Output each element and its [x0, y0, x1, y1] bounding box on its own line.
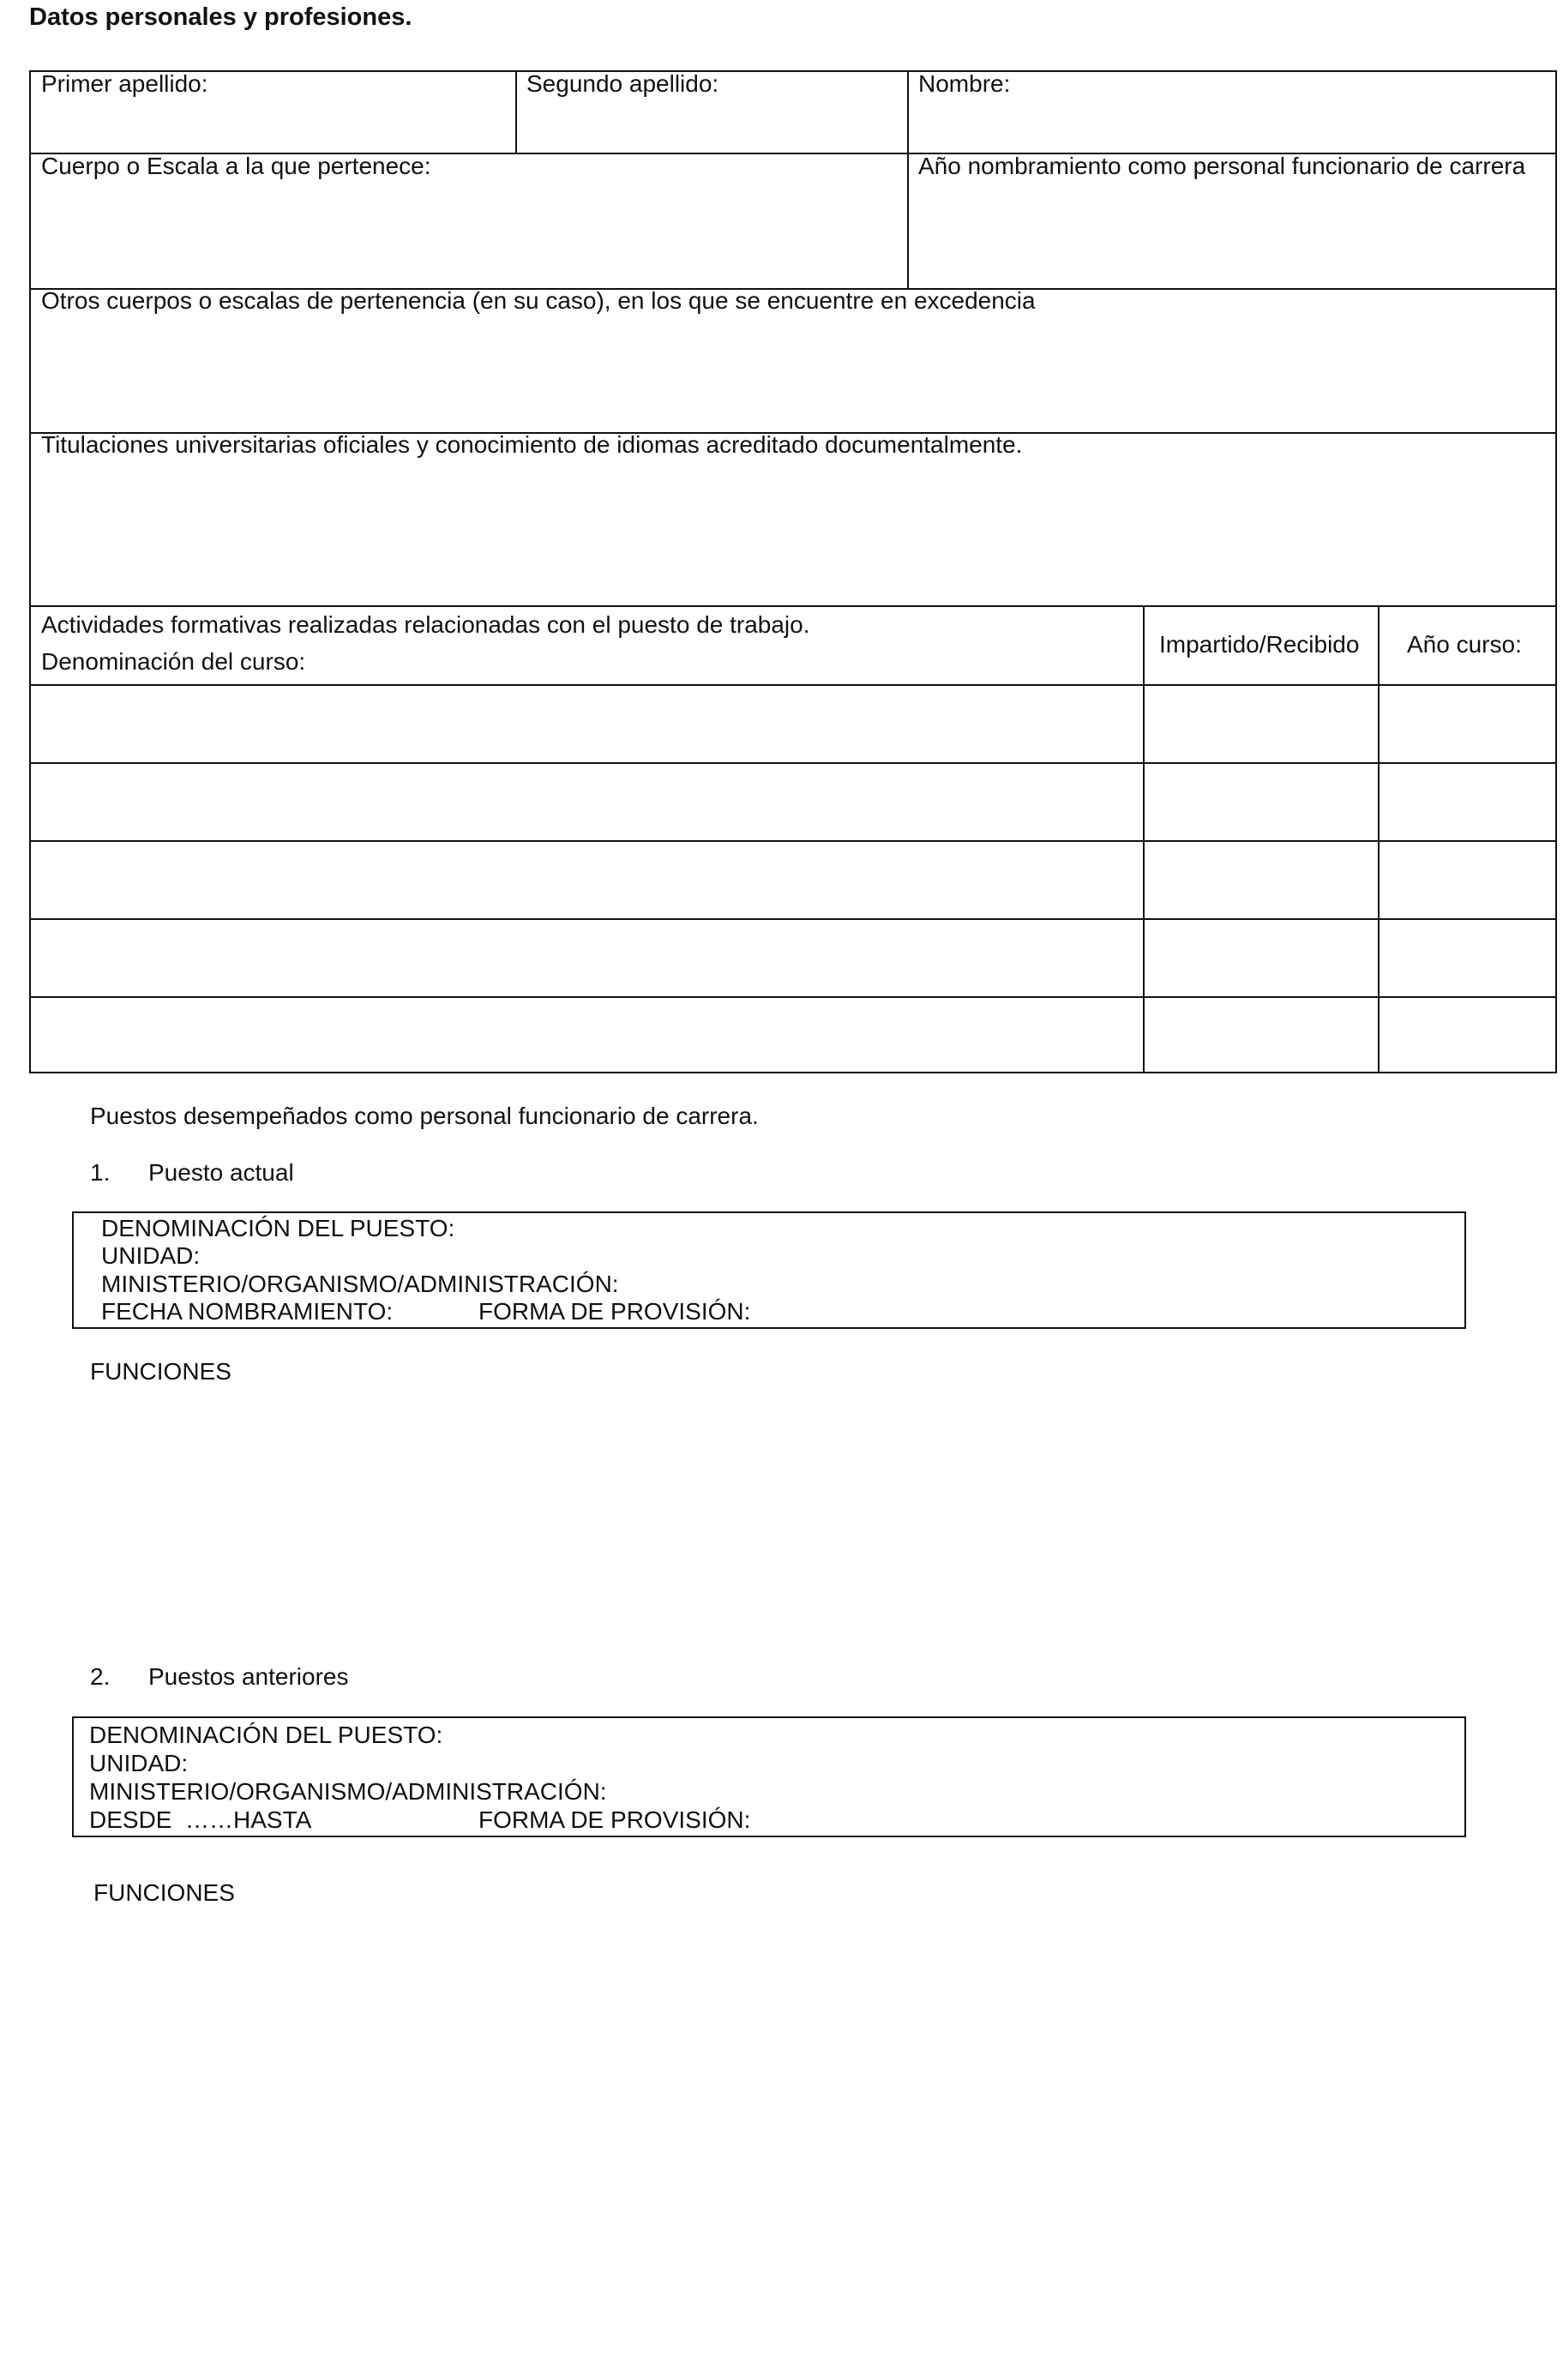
puestos-anteriores-denominacion[interactable]: DENOMINACIÓN DEL PUESTO:	[89, 1722, 443, 1748]
puestos-anteriores-box	[72, 1716, 1466, 1837]
puesto-actual-funciones-area[interactable]	[90, 1391, 1462, 1631]
nombre-field[interactable]: Nombre:	[918, 70, 1011, 97]
puestos-intro: Puestos desempeñados como personal funcionario de carrera.	[90, 1103, 759, 1129]
formacion-heading: Actividades formativas realizadas relacionadas con el puesto de trabajo.	[41, 611, 810, 638]
puesto-actual-fecha[interactable]: FECHA NOMBRAMIENTO:	[101, 1298, 394, 1325]
col-denominacion-header: Denominación del curso:	[41, 648, 306, 675]
course-impartido-cell[interactable]	[1144, 763, 1379, 841]
puesto-actual-funciones-label: FUNCIONES	[90, 1358, 231, 1385]
puesto-actual-denominacion[interactable]: DENOMINACIÓN DEL PUESTO:	[101, 1215, 455, 1241]
puesto-actual-ministerio[interactable]: MINISTERIO/ORGANISMO/ADMINISTRACIÓN:	[101, 1271, 619, 1297]
col-impartido-header: Impartido/Recibido	[1159, 631, 1360, 658]
puesto-actual-unidad[interactable]: UNIDAD:	[101, 1242, 201, 1269]
puestos-anteriores-funciones-label: FUNCIONES	[93, 1879, 235, 1906]
puesto-actual-title: Puesto actual	[148, 1159, 294, 1186]
course-denominacion-cell[interactable]	[29, 919, 1144, 997]
course-impartido-cell[interactable]	[1144, 685, 1379, 763]
puestos-anteriores-forma-provision[interactable]: FORMA DE PROVISIÓN:	[478, 1806, 751, 1833]
puestos-anteriores-number: 2.	[90, 1663, 111, 1690]
puestos-anteriores-ministerio[interactable]: MINISTERIO/ORGANISMO/ADMINISTRACIÓN:	[89, 1778, 607, 1805]
course-denominacion-cell[interactable]	[29, 763, 1144, 841]
course-anio-cell[interactable]	[1379, 997, 1557, 1073]
cuerpo-escala-field[interactable]: Cuerpo o Escala a la que pertenece:	[41, 153, 431, 179]
course-impartido-cell[interactable]	[1144, 919, 1379, 997]
primer-apellido-field[interactable]: Primer apellido:	[41, 70, 208, 97]
puesto-actual-forma-provision[interactable]: FORMA DE PROVISIÓN:	[478, 1298, 751, 1325]
course-impartido-cell[interactable]	[1144, 997, 1379, 1073]
puestos-anteriores-unidad[interactable]: UNIDAD:	[89, 1750, 189, 1776]
puestos-anteriores-title: Puestos anteriores	[148, 1663, 349, 1690]
course-impartido-cell[interactable]	[1144, 841, 1379, 919]
course-anio-cell[interactable]	[1379, 685, 1557, 763]
puestos-anteriores-funciones-area[interactable]	[90, 1914, 1462, 2325]
puestos-anteriores-desde-hasta[interactable]: DESDE ……HASTA	[89, 1806, 312, 1833]
course-denominacion-cell[interactable]	[29, 685, 1144, 763]
otros-cuerpos-field[interactable]: Otros cuerpos o escalas de pertenencia (en su caso), en los que se encuentre en excedencia	[41, 287, 1036, 314]
col-anio-header: Año curso:	[1407, 631, 1522, 658]
segundo-apellido-field[interactable]: Segundo apellido:	[526, 70, 719, 97]
course-denominacion-cell[interactable]	[29, 841, 1144, 919]
puesto-actual-number: 1.	[90, 1159, 111, 1186]
course-denominacion-cell[interactable]	[29, 997, 1144, 1073]
puesto-actual-box	[72, 1211, 1466, 1329]
personal-data-form	[29, 70, 1557, 1073]
anio-nombramiento-field[interactable]: Año nombramiento como personal funcionario de carrera	[918, 153, 1526, 179]
course-anio-cell[interactable]	[1379, 919, 1557, 997]
course-anio-cell[interactable]	[1379, 763, 1557, 841]
course-anio-cell[interactable]	[1379, 841, 1557, 919]
section-title: Datos personales y profesiones.	[29, 3, 412, 31]
titulaciones-field[interactable]: Titulaciones universitarias oficiales y conocimiento de idiomas acreditado documentalmente.	[41, 431, 1023, 458]
